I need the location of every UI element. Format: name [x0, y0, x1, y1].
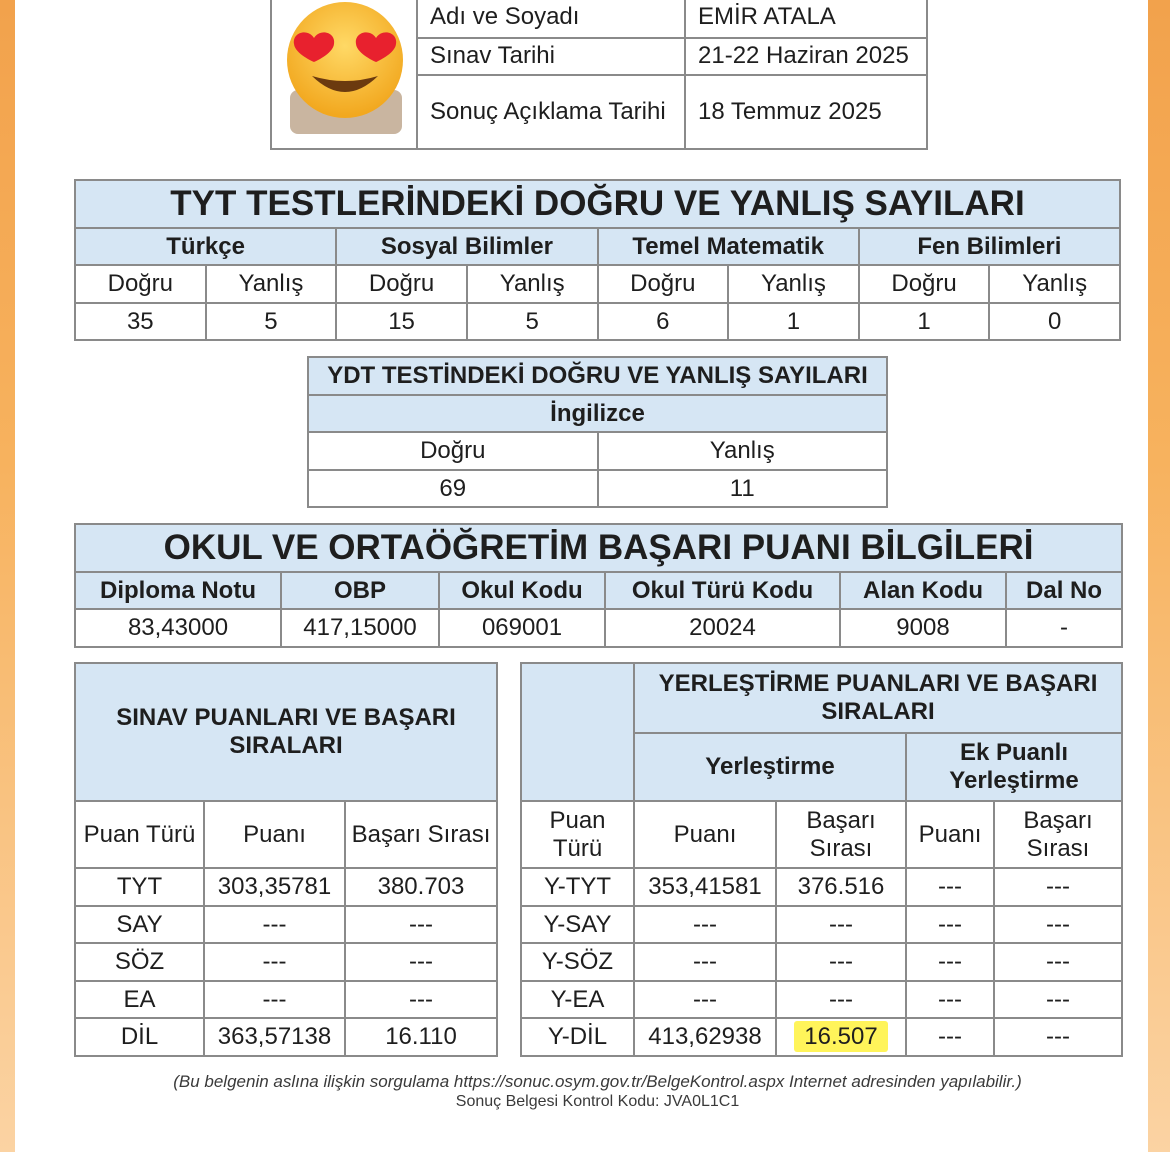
correct-label: Doğru: [75, 265, 206, 303]
fen-wrong: 0: [989, 303, 1120, 340]
obp-header: OBP: [281, 572, 439, 609]
score-type: Y-DİL: [521, 1018, 634, 1056]
score-value: ---: [634, 906, 776, 943]
score-header: Puanı: [204, 801, 345, 868]
bonus-rank-value: ---: [994, 868, 1122, 906]
ydt-title: YDT TESTİNDEKİ DOĞRU VE YANLIŞ SAYILARI: [308, 357, 887, 395]
correct-label: Doğru: [598, 265, 729, 303]
avatar: [271, 0, 417, 149]
placement-corner: [521, 663, 634, 801]
score-type-header: Puan Türü: [75, 801, 204, 868]
score-value: ---: [204, 981, 345, 1018]
score-type: Y-SAY: [521, 906, 634, 943]
exam-scores-title: SINAV PUANLARI VE BAŞARI SIRALARI: [75, 663, 497, 801]
tyt-title: TYT TESTLERİNDEKİ DOĞRU VE YANLIŞ SAYILARI: [75, 180, 1120, 228]
bonus-placement-group: Ek Puanlı Yerleştirme: [906, 733, 1122, 801]
bonus-rank-value: ---: [994, 943, 1122, 981]
field-code-value: 9008: [840, 609, 1006, 647]
bonus-score-header: Puanı: [906, 801, 994, 868]
rank-value: ---: [345, 906, 497, 943]
matematik-correct: 6: [598, 303, 729, 340]
school-table: [74, 523, 1123, 648]
wrong-label: Yanlış: [467, 265, 598, 303]
rank-value: ---: [776, 943, 906, 981]
left-orange-border: [0, 0, 15, 1152]
exam-date-value: 21-22 Haziran 2025: [685, 38, 927, 75]
rank-value: 376.516: [776, 868, 906, 906]
school-type-value: 20024: [605, 609, 840, 647]
subject-fen: Fen Bilimleri: [859, 228, 1120, 265]
score-value: 363,57138: [204, 1018, 345, 1056]
score-value: ---: [634, 981, 776, 1018]
score-value: 303,35781: [204, 868, 345, 906]
name-label: Adı ve Soyadı: [417, 0, 685, 38]
correct-label: Doğru: [859, 265, 990, 303]
score-value: 413,62938: [634, 1018, 776, 1056]
rank-value: ---: [345, 943, 497, 981]
subject-matematik: Temel Matematik: [598, 228, 859, 265]
heart-eyes-emoji-icon: [272, 0, 418, 148]
highlighted-rank: 16.507: [794, 1021, 887, 1052]
fen-correct: 1: [859, 303, 990, 340]
score-type: Y-EA: [521, 981, 634, 1018]
placement-group: Yerleştirme: [634, 733, 906, 801]
wrong-label: Yanlış: [728, 265, 859, 303]
branch-no-value: -: [1006, 609, 1122, 647]
score-value: ---: [204, 943, 345, 981]
score-header: Puanı: [634, 801, 776, 868]
bonus-score-value: ---: [906, 1018, 994, 1056]
verification-note: (Bu belgenin aslına ilişkin sorgulama https://sonuc.osym.gov.tr/BelgeKontrol.aspx Internet adresinden yapılabilir.): [173, 1072, 1022, 1091]
subject-turkce: Türkçe: [75, 228, 336, 265]
sosyal-correct: 15: [336, 303, 467, 340]
right-orange-border: [1148, 0, 1170, 1152]
turkce-wrong: 5: [206, 303, 337, 340]
sosyal-wrong: 5: [467, 303, 598, 340]
control-code: Sonuç Belgesi Kontrol Kodu: JVA0L1C1: [455, 1093, 740, 1110]
name-value: EMİR ATALA: [685, 0, 927, 38]
ingilizce-wrong: 11: [598, 470, 888, 507]
wrong-label: Yanlış: [206, 265, 337, 303]
score-type: DİL: [75, 1018, 204, 1056]
school-code-value: 069001: [439, 609, 605, 647]
ydt-table: [307, 356, 888, 508]
candidate-info-table: [270, 0, 928, 150]
placement-title: YERLEŞTİRME PUANLARI VE BAŞARI SIRALARI: [634, 663, 1122, 733]
wrong-label: Yanlış: [989, 265, 1120, 303]
rank-value: 380.703: [345, 868, 497, 906]
turkce-correct: 35: [75, 303, 206, 340]
school-title: OKUL VE ORTAÖĞRETİM BAŞARI PUANI BİLGİLERİ: [75, 524, 1122, 572]
result-date-label: Sonuç Açıklama Tarihi: [417, 75, 685, 149]
score-type: TYT: [75, 868, 204, 906]
score-type-header: Puan Türü: [521, 801, 634, 868]
score-value: 353,41581: [634, 868, 776, 906]
obp-value: 417,15000: [281, 609, 439, 647]
correct-label: Doğru: [336, 265, 467, 303]
wrong-label: Yanlış: [598, 432, 888, 470]
tyt-table: [74, 179, 1121, 341]
score-type: SÖZ: [75, 943, 204, 981]
rank-value: 16.110: [345, 1018, 497, 1056]
placement-scores-table: [520, 662, 1123, 1057]
score-type: EA: [75, 981, 204, 1018]
school-code-header: Okul Kodu: [439, 572, 605, 609]
subject-sosyal: Sosyal Bilimler: [336, 228, 597, 265]
diploma-header: Diploma Notu: [75, 572, 281, 609]
rank-value-highlighted: [776, 1018, 906, 1056]
bonus-rank-value: ---: [994, 981, 1122, 1018]
rank-value: ---: [776, 906, 906, 943]
rank-value: ---: [345, 981, 497, 1018]
bonus-rank-value: ---: [994, 906, 1122, 943]
rank-header: Başarı Sırası: [776, 801, 906, 868]
field-code-header: Alan Kodu: [840, 572, 1006, 609]
rank-value: ---: [776, 981, 906, 1018]
ingilizce-correct: 69: [308, 470, 598, 507]
result-date-value: 18 Temmuz 2025: [685, 75, 927, 149]
score-value: ---: [204, 906, 345, 943]
score-type: SAY: [75, 906, 204, 943]
matematik-wrong: 1: [728, 303, 859, 340]
bonus-score-value: ---: [906, 868, 994, 906]
exam-scores-table: [74, 662, 498, 1057]
exam-date-label: Sınav Tarihi: [417, 38, 685, 75]
bonus-rank-value: ---: [994, 1018, 1122, 1056]
correct-label: Doğru: [308, 432, 598, 470]
bonus-score-value: ---: [906, 906, 994, 943]
branch-no-header: Dal No: [1006, 572, 1122, 609]
score-type: Y-SÖZ: [521, 943, 634, 981]
bonus-score-value: ---: [906, 981, 994, 1018]
rank-header: Başarı Sırası: [345, 801, 497, 868]
score-type: Y-TYT: [521, 868, 634, 906]
bonus-score-value: ---: [906, 943, 994, 981]
school-type-header: Okul Türü Kodu: [605, 572, 840, 609]
bonus-rank-header: Başarı Sırası: [994, 801, 1122, 868]
score-value: ---: [634, 943, 776, 981]
diploma-value: 83,43000: [75, 609, 281, 647]
subject-ingilizce: İngilizce: [308, 395, 887, 432]
